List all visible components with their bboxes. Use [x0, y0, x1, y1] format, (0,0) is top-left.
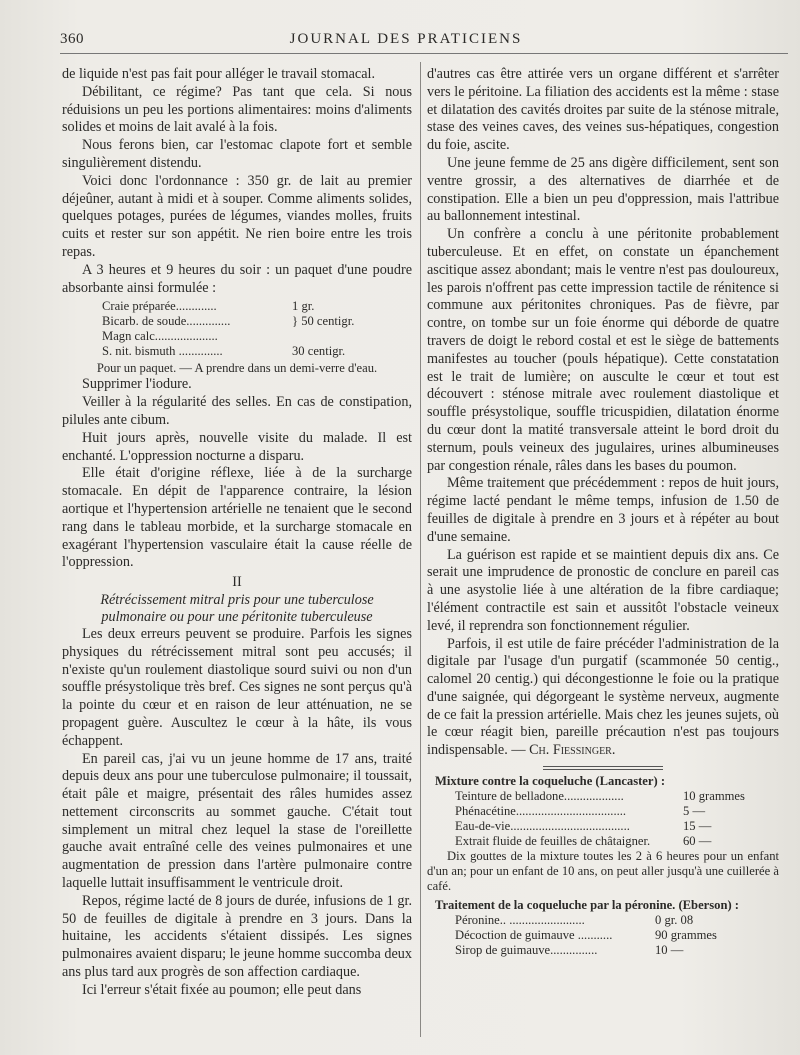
recipe-dose: 15 —: [683, 819, 712, 834]
recipe-row: [455, 834, 779, 849]
recipe-ingredient: Phénacétine...................................: [455, 804, 627, 819]
recipe-row: [455, 943, 779, 958]
prescription-formula: [102, 299, 412, 359]
recipe-ingredient: Sirop de guimauve...............: [455, 943, 598, 958]
formula-note: Pour un paquet. — A prendre dans un demi-verre d'eau.: [96, 361, 378, 376]
recipe-ingredient: Extrait fluide de feuilles de châtaigner.: [455, 834, 651, 849]
formula-ingredient: Bicarb. de soude..............: [102, 314, 231, 329]
paragraph: Nous ferons bien, car l'estomac clapote fort et semble singulièrement distendu.: [62, 137, 412, 171]
formula-ingredient: Craie préparée.............: [102, 299, 217, 314]
paragraph: Veiller à la régularité des selles. En cas de constipation, pilules ante cibum.: [62, 394, 412, 428]
recipe-dose: 10 grammes: [683, 789, 745, 804]
paragraph: Voici donc l'ordonnance : 350 gr. de lait au premier déjeûner, autant à midi et à souper. Comme aliments solides, quelques potages, purées de légumes, viandes molles, fruits cuits et rester sur son appétit. Ne rien boire entre les trois repas.: [62, 172, 412, 260]
paragraph: Débilitant, ce régime? Pas tant que cela. Si nous réduisions un peu les portions alimentaires: moins d'aliments solides et moins de lait avalé à la fois.: [62, 83, 412, 136]
paragraph-text: Parfois, il est utile de faire précéder l'administration de la digitale par l'usage d'un purgatif (scammonée 50 centig., calomel 20 centig.) qui décongestionne le foie ou la pratique d'une saignée, qui dégorgeant le système nerveux, augmente de ce fait la pression artérielle. Mais chez les jeunes sujets, où le cœur réagit bien, pareille précaution n'est pas toujours indispensable. —: [427, 635, 779, 759]
recipe-note: Dix gouttes de la mixture toutes les 2 à 6 heures pour un enfant d'un an; pour un enfant de 10 ans, on peut aller jusqu'à une cuillerée à café.: [427, 849, 779, 894]
recipe-row: [455, 789, 779, 804]
left-column: [62, 66, 412, 1000]
recipe-ingredient: Péronine.. ........................: [455, 913, 585, 928]
paragraph: La guérison est rapide et se maintient depuis dix ans. Ce serait une imprudence de pronostic de conclure en pareil cas à une asystolie liée à une altération de la fibre cardiaque; l'élément contractile est sain et aussitôt l'obstacle veineux levé, il reprendra son fonctionnement régulier.: [427, 546, 779, 634]
recipe-dose: 5 —: [683, 804, 706, 819]
recipe-list: [455, 913, 779, 958]
recipe-row: [455, 928, 779, 943]
paragraph: Un confrère a conclu à une péritonite probablement tuberculeuse. Et en effet, on constate un épanchement ascitique assez abondant; mais le ventre n'est pas douloureux, les parois n'offrent pas cette impression tactile de rénitence si commune aux péritonites chroniques. Pas de fièvre, par contre, on tombe sur un foie énorme qui déborde de quatre travers de doigt le rebord costal et est le siège de battements manifestes au toucher (pouls hépatique). Cette constatation est le trait de lumière; on ausculte le cœur et tout est découvert : sténose mitrale avec roulement diastolique et souffle présystolique, souffle tricuspidien, dilatation énorme du cœur dont la matité transversale atteint le bord droit du sternum, pouls veineux des jugulaires, urines albumineuses par congestion rénale, râles dans les bases du poumon.: [427, 226, 779, 474]
paragraph: En pareil cas, j'ai vu un jeune homme de 17 ans, traité depuis deux ans pour une tuberculose pulmonaire; il toussait, était pâle et maigre, présentait des râles humides assez nettement circonscrits au sommet gauche. C'était tout simplement un mitral chez lequel la stase de l'oreillette gauche avait entraîné celle des veines pulmonaires et une augmentation de pression dans l'artère pulmonaire contre laquelle luttait insuffisamment le ventricule droit.: [62, 750, 412, 892]
formula-row: [102, 299, 412, 314]
page-number: 360: [60, 31, 84, 47]
running-header: [60, 31, 788, 54]
paragraph: Même traitement que précédemment : repos de huit jours, régime lacté pendant le même temps, infusion de 1.50 de feuilles de digitale à prendre en 3 jours et à répéter au bout d'une semaine.: [427, 475, 779, 545]
recipe-ingredient: Teinture de belladone...................: [455, 789, 624, 804]
recipe-dose: 0 gr. 08: [655, 913, 694, 928]
section-rule: [543, 766, 663, 770]
formula-ingredient: Magn calc....................: [102, 329, 218, 344]
paragraph: [427, 636, 779, 761]
paragraph: Supprimer l'iodure.: [82, 376, 192, 393]
paragraph: Repos, régime lacté de 8 jours de durée, infusions de 1 gr. 50 de feuilles de digitale à prendre en 3 jours. Dans la huitaine, les accidents s'étaient dissipés. Les signes pulmonaires avaient disparu; le jeune homme succomba deux ans plus tard aux progrès de son affection cardiaque.: [62, 892, 412, 981]
paragraph: Les deux erreurs peuvent se produire. Parfois les signes physiques du rétrécissement mitral sont peu accusés; il n'existe qu'un roulement diastolique sourd suivi ou non d'un souffle présystolique très bref. Ces signes ne sont perçus qu'à la pointe du cœur et en raison de leur atténuation, ne se propagent guère. Auscultez le cœur à la hâte, ils vous échappent.: [62, 625, 412, 749]
section-number: II: [232, 574, 242, 591]
recipe-title: Mixture contre la coqueluche (Lancaster) :: [435, 774, 666, 789]
recipe-ingredient: Eau-de-vie......................................: [455, 819, 630, 834]
recipe-dose: 60 —: [683, 834, 712, 849]
paragraph: d'autres cas être attirée vers un organe différent et s'arrêter vers le péritoine. La filiation des accidents est la même : stase et dilatation des cavités droites par suite de la sténose mitrale, stase des veines caves, des veines sus-hépatiques, congestion du foie, ascite.: [427, 66, 779, 154]
column-divider: [420, 62, 421, 1037]
paragraph: Ici l'erreur s'était fixée au poumon; elle peut dans: [82, 981, 362, 998]
formula-row: [102, 329, 412, 344]
journal-title: JOURNAL DES PRATICIENS: [289, 31, 523, 47]
author-signature: Ch. Fiessinger.: [529, 742, 616, 759]
recipe-dose: 10 —: [655, 943, 684, 958]
formula-dose: } 50 centigr.: [292, 314, 355, 329]
formula-row: [102, 344, 412, 359]
recipe-list: [455, 789, 779, 849]
formula-row: [102, 314, 412, 329]
recipe-title: Traitement de la coqueluche par la péronine. (Eberson) :: [435, 898, 739, 913]
recipe-row: [455, 819, 779, 834]
recipe-ingredient: Décoction de guimauve ...........: [455, 928, 613, 943]
section-title: Rétrécissement mitral pris pour une tuberculose pulmonaire ou pour une péritonite tuberculeuse: [100, 591, 374, 625]
paragraph: Huit jours après, nouvelle visite du malade. Il est enchanté. L'oppression nocturne a disparu.: [62, 429, 412, 464]
right-column: [427, 66, 779, 958]
recipe-dose: 90 grammes: [655, 928, 717, 943]
paragraph: Elle était d'origine réflexe, liée à de la surcharge stomacale. En dépit de l'apparence contraire, la lésion aortique et l'hypertension artérielle ne tenaient que le second rang dans le tableau morbide, et la surcharge stomacale en exagérant l'hypertension vasculaire était la cause réelle de l'oppression.: [62, 465, 412, 571]
recipe-row: [455, 804, 779, 819]
formula-dose: 1 gr.: [292, 299, 315, 314]
formula-ingredient: S. nit. bismuth ..............: [102, 344, 223, 359]
recipe-row: [455, 913, 779, 928]
paragraph: A 3 heures et 9 heures du soir : un paquet d'une poudre absorbante ainsi formulée :: [62, 261, 412, 296]
paragraph: Une jeune femme de 25 ans digère difficilement, sent son ventre grossir, a des alternatives de diarrhée et de constipation. Elle a bien un peu d'oppression, mais l'attribue au ballonnement intestinal.: [427, 154, 779, 225]
paragraph: de liquide n'est pas fait pour alléger le travail stomacal.: [62, 66, 375, 82]
formula-dose: 30 centigr.: [292, 344, 346, 359]
